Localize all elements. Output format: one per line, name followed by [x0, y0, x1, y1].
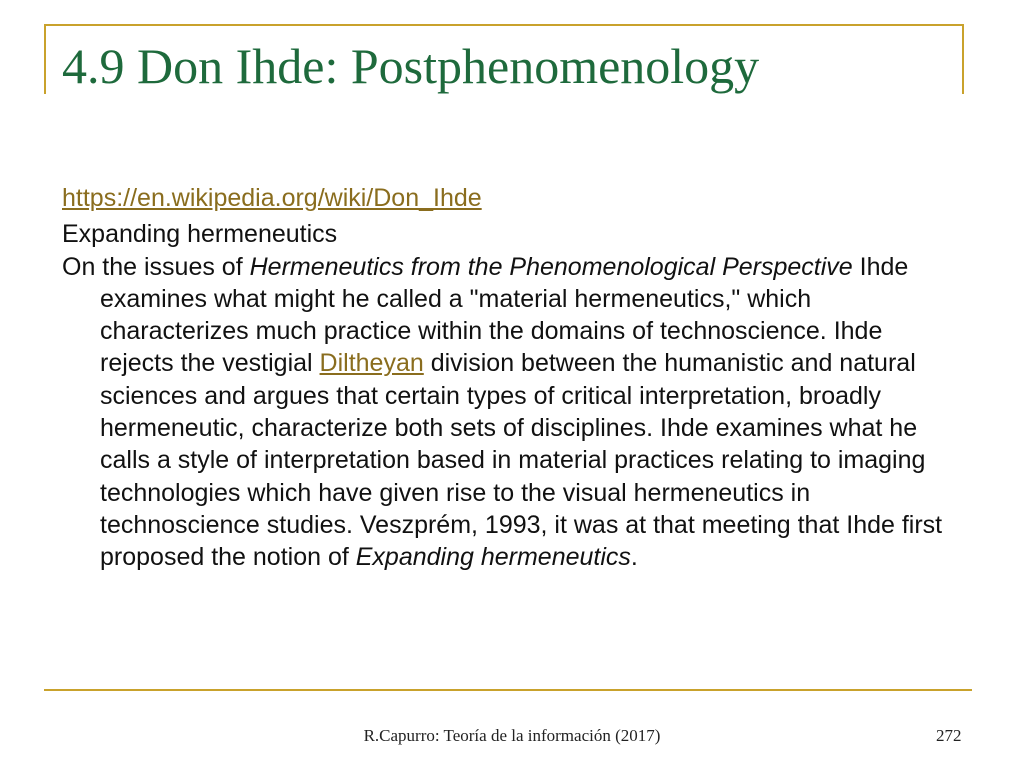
page-number: 272: [936, 726, 962, 745]
footer-rule: [44, 689, 972, 691]
diltheyan-link[interactable]: Diltheyan: [319, 349, 424, 378]
top-rule: [44, 24, 964, 26]
subheading: Expanding hermeneutics: [62, 220, 338, 249]
wikipedia-link[interactable]: https://en.wikipedia.org/wiki/Don_Ihde: [62, 184, 482, 212]
paragraph-text-2: Ihde examines what might he called a "material hermeneutics," which characterizes much practice within the domains of technoscience. Ihde rejects the vestigial: [100, 252, 909, 378]
paragraph-italic-term: Expanding hermeneutics: [355, 543, 631, 572]
footer-credit: R.Capurro: Teoría de la información (2017): [363, 726, 661, 745]
source-link-line: [62, 182, 962, 214]
paragraph-text-4: .: [630, 543, 638, 572]
paragraph-text-1: On the issues of: [62, 252, 250, 281]
slide-title: 4.9 Don Ihde: Postphenomenology: [62, 38, 760, 94]
left-accent-bar: [44, 24, 46, 94]
slide-body: [62, 182, 962, 574]
paragraph-text-3: division between the humanistic and natural sciences and argues that certain types of critical interpretation, broadly hermeneutic, characterize both sets of disciplines. Ihde examines what he calls a style of interpretation based in material practices relating to imaging technologies which have given rise to the visual hermeneutics in technoscience studies. Veszprém, 1993, it was at that meeting that Ihde first proposed the notion of: [100, 349, 943, 572]
body-paragraph: [62, 251, 962, 574]
paragraph-italic-title: Hermeneutics from the Phenomenological Perspective: [249, 252, 853, 281]
right-accent-bar: [962, 24, 964, 94]
